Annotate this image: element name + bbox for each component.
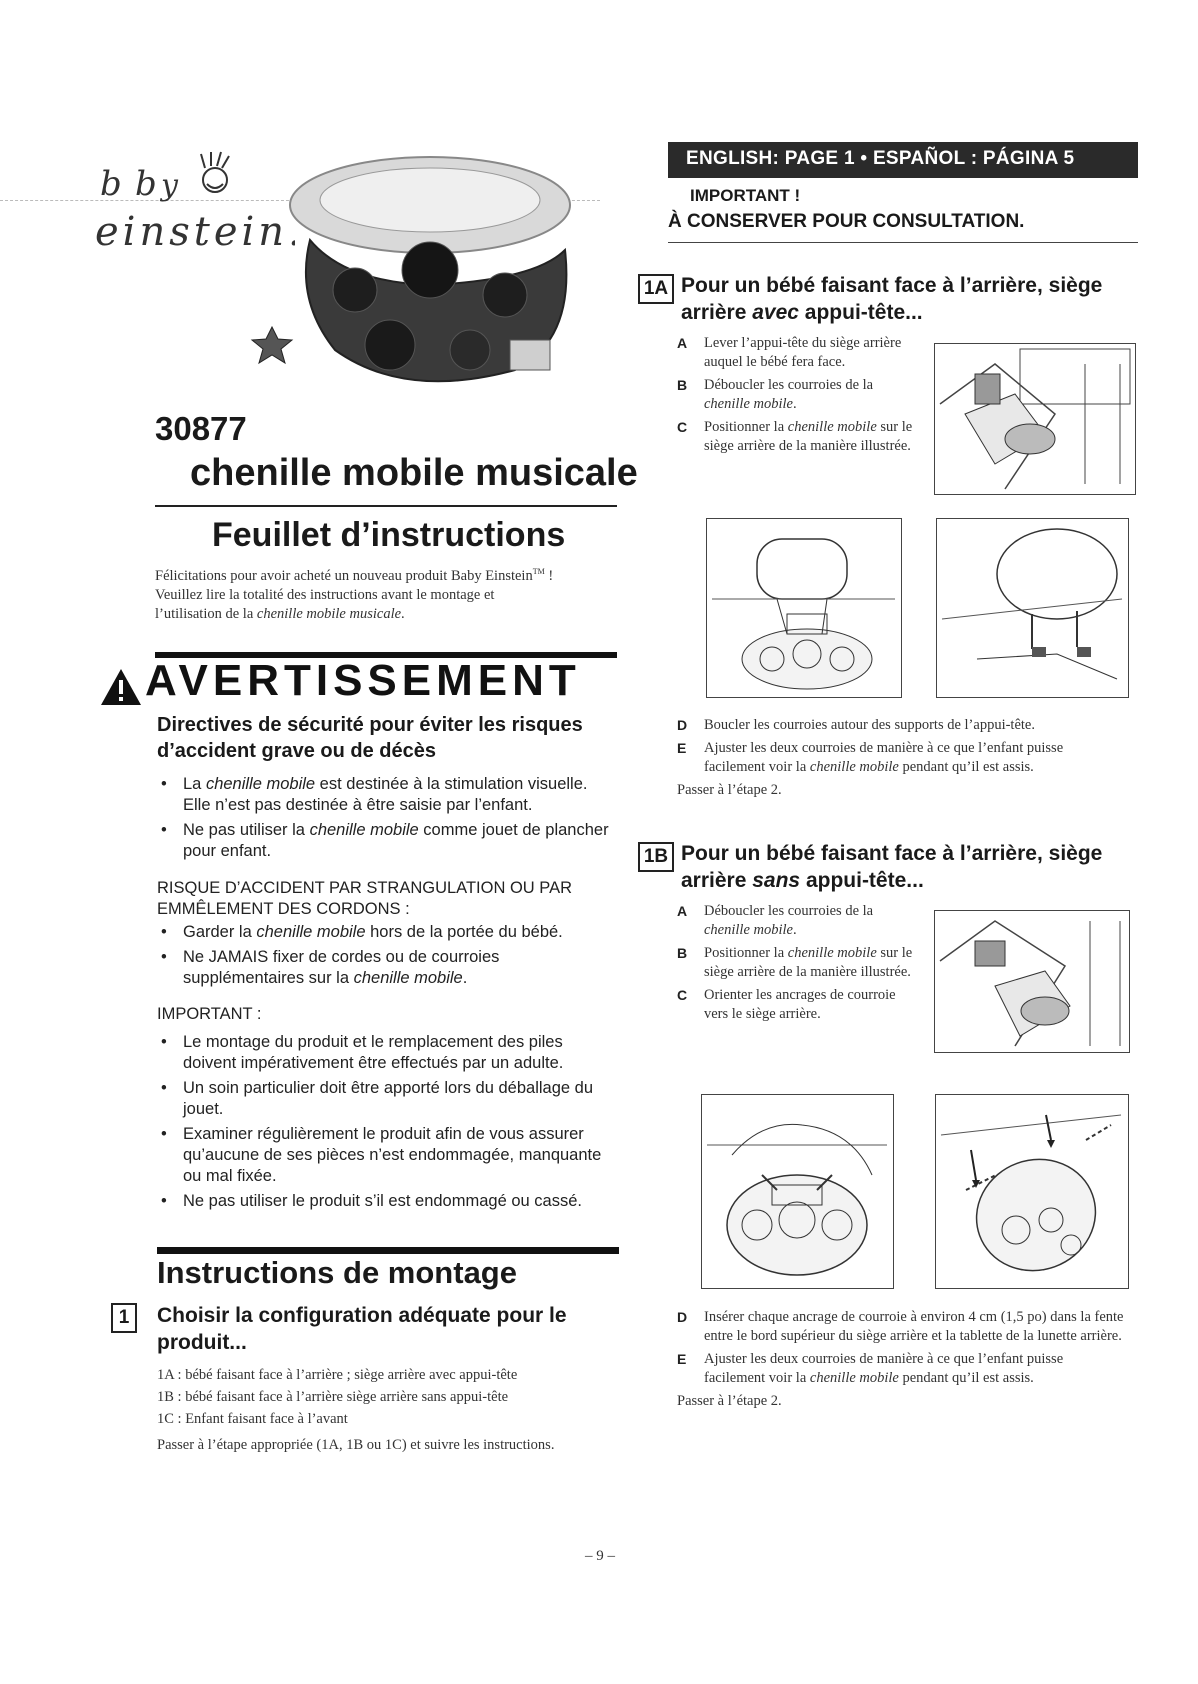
list-item: • Examiner régulièrement le produit afin de vous assurer qu’aucune de ses pièces n’est endommagée, manquante ou mal fixée. [157,1124,619,1187]
step-1-box: 1 [111,1303,137,1333]
list-item: D Boucler les courroies autour des supports de l’appui-tête. [677,717,1035,733]
step-1a-list-2 [677,716,1117,800]
list-item: • Le montage du produit et le remplacement des piles doivent impérativement être effectués par un adulte. [157,1032,619,1074]
list-item: • Ne pas utiliser le produit s’il est endommagé ou cassé. [157,1191,619,1212]
warning-list-1 [157,774,619,866]
keep-for-reference: À CONSERVER POUR CONSULTATION. [668,211,1025,232]
list-item: C Positionner la chenille mobile sur le siège arrière de la manière illustrée. [677,419,913,454]
list-item: • La chenille mobile est destinée à la stimulation visuelle. Elle n’est pas destinée à être saisie par l’enfant. [157,774,619,816]
divider [155,505,617,507]
option-1b: 1B : bébé faisant face à l’arrière siège arrière sans appui-tête [157,1389,509,1405]
list-item: • Ne pas utiliser la chenille mobile comme jouet de plancher pour enfant. [157,820,619,862]
warning-icon [100,668,142,706]
step-1b-list [677,902,917,1028]
list-item: D Insérer chaque ancrage de courroie à environ 4 cm (1,5 po) dans la fente entre le bord supérieur du siège arrière et la tablette de la lunette arrière. [677,1309,1124,1344]
step-1b-title: Pour un bébé faisant face à l’arrière, siège arrière sans appui-tête... [681,842,1103,892]
language-bar: ENGLISH: PAGE 1 • ESPAÑOL : PÁGINA 5 [668,142,1138,178]
figure-1b-front-view [701,1094,894,1289]
product-name: chenille mobile musicale [190,452,638,494]
go-to-step: Passer à l’étape appropriée (1A, 1B ou 1C) et suivre les instructions. [157,1437,555,1453]
svg-text:einstein.: einstein. [95,209,295,255]
list-item: A Déboucler les courroies de la chenille mobile. [677,903,874,938]
figure-1a-headrest-front [706,518,902,698]
list-item: C Orienter les ancrages de courroie vers le siège arrière. [677,987,896,1022]
list-item: B Positionner la chenille mobile sur le siège arrière de la manière illustrée. [677,945,913,980]
star-tag-icon [250,325,294,365]
go-to-step-2: Passer à l’étape 2. [677,1393,782,1409]
intro-text: Félicitations pour avoir acheté un nouveau produit Baby Einstein™ ! Veuillez lire la totalité des instructions avant le montage et l’utilisation de la chenille mobile musicale. [155,567,554,622]
list-item: E Ajuster les deux courroies de manière à ce que l’enfant puisse facilement voir la chenille mobile pendant qu’il est assis. [677,1351,1064,1386]
list-item: A Lever l’appui-tête du siège arrière auquel le bébé fera face. [677,335,902,370]
figure-1b-car-seat [934,910,1130,1053]
warning-title: AVERTISSEMENT [145,656,581,705]
step-1-options [157,1364,597,1455]
strangulation-heading: RISQUE D’ACCIDENT PAR STRANGULATION OU PAR EMMÊLEMENT DES CORDONS : [157,879,572,918]
assembly-title: Instructions de montage [157,1255,517,1290]
step-1a-title: Pour un bébé faisant face à l’arrière, siège arrière avec appui-tête... [681,274,1103,324]
warning-subtitle: Directives de sécurité pour éviter les risques d’accident grave ou de décès [157,714,583,762]
figure-1a-headrest-strap [936,518,1129,698]
step-1a-box: 1A [638,274,674,304]
figure-1a-car-seat [934,343,1136,495]
svg-text:b: b [135,164,157,204]
assembly-bar [157,1247,619,1254]
option-1c: 1C : Enfant faisant face à l’avant [157,1411,348,1427]
important-heading: IMPORTANT : [157,1005,262,1023]
list-item: B Déboucler les courroies de la chenille mobile. [677,377,874,412]
svg-text:b: b [100,164,122,204]
figure-1b-strap-anchor [935,1094,1129,1289]
warning-list-2 [157,922,619,993]
step-1a-list [677,334,917,460]
svg-text:y: y [161,168,178,203]
go-to-step-2: Passer à l’étape 2. [677,782,782,798]
step-1-title: Choisir la configuration adéquate pour le produit... [157,1304,567,1354]
product-photo [255,150,625,420]
warning-list-3 [157,1032,619,1216]
option-1a: 1A : bébé faisant face à l’arrière ; siège arrière avec appui-tête [157,1367,518,1383]
step-1b-list-2 [677,1308,1127,1411]
important-label: IMPORTANT ! [690,186,801,205]
step-1b-box: 1B [638,842,674,872]
list-item: • Un soin particulier doit être apporté lors du déballage du jouet. [157,1078,619,1120]
divider [668,242,1138,243]
page-number: – 9 – [585,1548,615,1564]
list-item: E Ajuster les deux courroies de manière à ce que l’enfant puisse facilement voir la chenille mobile pendant qu’il est assis. [677,740,1064,775]
list-item: • Ne JAMAIS fixer de cordes ou de courroies supplémentaires sur la chenille mobile. [157,947,619,989]
sheet-title: Feuillet d’instructions [212,516,566,554]
list-item: • Garder la chenille mobile hors de la portée du bébé. [157,922,619,943]
model-number: 30877 [155,410,247,447]
